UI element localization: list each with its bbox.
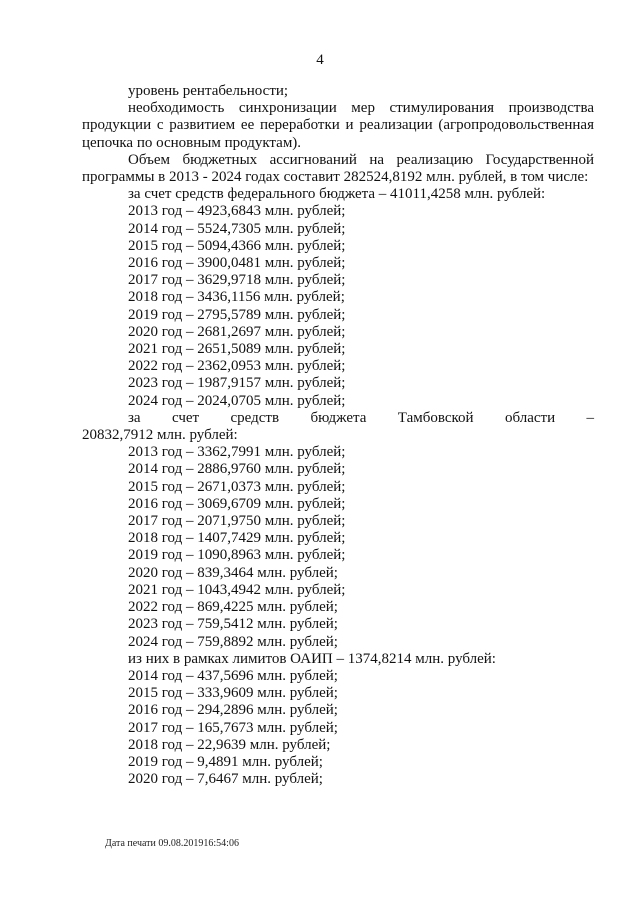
regional-heading-line-1: за счет средств бюджета Тамбовской области – (128, 409, 594, 426)
print-date-footer: Дата печати 09.08.201916:54:06 (105, 838, 239, 849)
oaip-year-item: 2017 год – 165,7673 млн. рублей; (128, 719, 338, 736)
federal-year-list (82, 203, 594, 409)
oaip-year-item: 2020 год – 7,6467 млн. рублей; (128, 771, 323, 788)
federal-year-item: 2022 год – 2362,0953 млн. рублей; (128, 358, 346, 375)
regional-year-item: 2016 год – 3069,6709 млн. рублей; (128, 495, 346, 512)
regional-year-item: 2015 год – 2671,0373 млн. рублей; (128, 478, 346, 495)
regional-year-item: 2019 год – 1090,8963 млн. рублей; (128, 547, 346, 564)
federal-year-item: 2014 год – 5524,7305 млн. рублей; (128, 220, 346, 237)
oaip-year-list (82, 668, 594, 788)
intro-line-1: уровень рентабельности; (128, 83, 289, 99)
federal-year-item: 2019 год – 2795,5789 млн. рублей; (128, 306, 346, 323)
regional-year-item: 2023 год – 759,5412 млн. рублей; (128, 616, 338, 633)
regional-year-item: 2021 год – 1043,4942 млн. рублей; (128, 581, 346, 598)
regional-year-item: 2014 год – 2886,9760 млн. рублей; (128, 461, 346, 478)
federal-heading: за счет средств федерального бюджета – 41011,4258 млн. рублей: (128, 186, 546, 203)
document-body (82, 83, 594, 788)
regional-year-item: 2024 год – 759,8892 млн. рублей; (128, 633, 338, 650)
page-number: 4 (316, 52, 324, 68)
intro-paragraph-3: Объем бюджетных ассигнований на реализацию Государственной программы в 2013 - 2024 годах составит 282524,8192 млн. рублей, в том числе: (82, 151, 594, 186)
oaip-year-item: 2014 год – 437,5696 млн. рублей; (128, 667, 338, 684)
regional-year-item: 2022 год – 869,4225 млн. рублей; (128, 599, 338, 616)
regional-year-item: 2020 год – 839,3464 млн. рублей; (128, 564, 338, 581)
federal-year-item: 2018 год – 3436,1156 млн. рублей; (128, 289, 345, 306)
federal-year-item: 2020 год – 2681,2697 млн. рублей; (128, 323, 346, 340)
federal-year-item: 2021 год – 2651,5089 млн. рублей; (128, 341, 346, 358)
regional-year-item: 2017 год – 2071,9750 млн. рублей; (128, 513, 346, 530)
regional-year-item: 2013 год – 3362,7991 млн. рублей; (128, 444, 346, 461)
oaip-heading: из них в рамках лимитов ОАИП – 1374,8214 млн. рублей: (128, 650, 496, 667)
regional-heading-line-2: 20832,7912 млн. рублей: (82, 427, 238, 444)
intro-paragraph-2: необходимость синхронизации мер стимулирования производства продукции с развитием ее переработки и реализации (агропродовольственная цепочка по основным продуктам). (82, 100, 594, 151)
regional-year-list (82, 444, 594, 650)
oaip-year-item: 2016 год – 294,2896 млн. рублей; (128, 702, 338, 719)
regional-year-item: 2018 год – 1407,7429 млн. рублей; (128, 530, 346, 547)
federal-year-item: 2016 год – 3900,0481 млн. рублей; (128, 255, 346, 272)
oaip-year-item: 2019 год – 9,4891 млн. рублей; (128, 753, 323, 770)
oaip-year-item: 2018 год – 22,9639 млн. рублей; (128, 736, 331, 753)
federal-year-item: 2023 год – 1987,9157 млн. рублей; (128, 375, 346, 392)
oaip-year-item: 2015 год – 333,9609 млн. рублей; (128, 685, 338, 702)
federal-year-item: 2013 год – 4923,6843 млн. рублей; (128, 203, 346, 220)
federal-year-item: 2017 год – 3629,9718 млн. рублей; (128, 272, 346, 289)
federal-year-item: 2024 год – 2024,0705 млн. рублей; (128, 392, 346, 409)
federal-year-item: 2015 год – 5094,4366 млн. рублей; (128, 237, 346, 254)
